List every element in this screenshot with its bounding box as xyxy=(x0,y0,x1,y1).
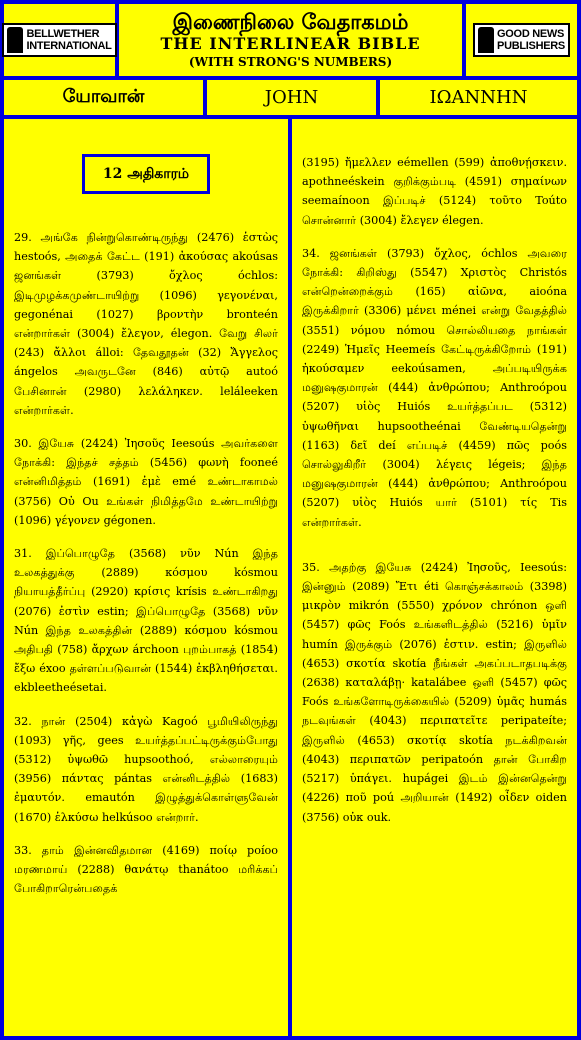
title-block xyxy=(119,4,462,76)
good-news-logo-cell xyxy=(466,4,577,76)
verse-33-end: (3195) ἤμελλεν eémellen (599) ἀποθνῄσκειν. apothneéskein குறிக்கும்படி (4591) σημαίνων seemaínoon இப்படிச் (5124) τοῦτο Toúto சொன்னார் (3004) ἔλεγεν élegen. xyxy=(302,156,567,227)
bellwether-logo xyxy=(2,23,116,57)
title-english: THE INTERLINEAR BIBLE xyxy=(160,34,421,53)
bellwether-logo-line-1: BELLWETHER xyxy=(26,28,100,40)
verse-30: 30. இயேசு (2424) Ἰησοῦς Ieesoús அவர்களை நோக்கி: இந்தச் சத்தம் (5456) φωνὴ fooneé என்னிமித்தம் (1691) ἐμὲ emé உண்டாகாமல் (3756) Οὐ Ou உங்கள் நிமித்தமே உண்டாயிற்று (1096) γέγονεν gégonen. xyxy=(14,437,278,527)
bellwether-logo-cell xyxy=(4,4,115,76)
left-text-column xyxy=(4,119,288,1036)
book-name-greek: ΙΩΑΝΝΗΝ xyxy=(380,80,577,115)
ram-head-icon xyxy=(7,27,23,53)
good-news-logo-line-2: PUBLISHERS xyxy=(497,40,565,52)
book-name-tamil: யோவான் xyxy=(4,80,203,115)
verse-33-start: 33. தாம் இன்னவிதமான (4169) ποίῳ poíoo மரணமாய் (2288) θανάτῳ thanátoo மரிக்கப் போகிறாரென்பதைக் xyxy=(14,843,278,896)
lamb-icon xyxy=(478,27,494,53)
title-subtitle: (WITH STRONG'S NUMBERS) xyxy=(188,55,393,69)
book-name-english: JOHN xyxy=(207,80,376,115)
good-news-logo-line-1: GOOD NEWS xyxy=(497,28,565,40)
verse-34: 34. ஜனங்கள் (3793) ὄχλος, óchlos அவரை நோக்கி: கிறிஸ்து (5547) Χριστὸς Christós என்றென்றைக்கும் (165) αἰῶνα, aioóna இருக்கிறார் (3306) μένει ménei என்று வேதத்தில் (3551) νόμου nómou சொல்லியதை நாங்கள் (2249) Ἡμεῖς Heemeís கேட்டிருக்கிறோம் (191) ἠκούσαμεν eekoúsamen, அப்படியிருக்க மனுஷகுமாரன் (444) ἀνθρώπου; Anthroópou (5207) υἱὸς Huiós உயர்த்தப்பட (5312) ὑψωθῆναι hupsootheénai வேண்டியதென்று (1163) δεῖ deí எப்படிச் (4459) πῶς poós சொல்லுகிறீர் (3004) λέγεις légeis; இந்த மனுஷகுமாரன் (444) ἀνθρώπου; Anthroópou (5207) υἱὸς Huiós யார் (5101) τίς Tis என்றார்கள். xyxy=(302,246,567,529)
title-tamil: இணைநிலை வேதாகமம் xyxy=(172,9,409,34)
verse-29: 29. அங்கே நின்றுகொண்டிருந்து (2476) ἑστὼς hestoós, அதைக் கேட்ட (191) ἀκούσας akoúsas ஜனங்கள் (3793) ὄχλος óchlos: இடிமுழக்கமுண்டாயிற்று (1096) γεγονέναι, gegonénai (1027) βροντὴν bronteén என்றார்கள் (3004) ἔλεγον, élegon. வேறு சிலர் (243) ἄλλοι álloi: தேவதூதன் (32) Ἄγγελος ángelos அவருடனே (846) αὐτῷ autoó பேசினான் (2980) λελάληκεν. leláleeken என்றார்கள். xyxy=(14,231,278,417)
verse-35: 35. அதற்கு இயேசு (2424) Ἰησοῦς, Ieesoús: இன்னும் (2089) Ἔτι éti கொஞ்சக்காலம் (3398) μικρὸν mikrón (5550) χρόνον chrónon ஒளி (5457) φῶς Foós உங்களிடத்தில் (5216) ὑμῖν humín இருக்கும் (2076) ἐστιν. estin; இருளில் (4653) σκοτία skotía நீங்கள் அகப்படாதபடிக்கு (2638) καταλάβῃ· katalábee ஒளி (5457) φῶς Foós உங்களோடிருக்கையில் (5209) ὑμᾶς humás நடவுங்கள் (4043) περιπατεῖτε peripateíte; இருளில் (4653) σκοτίᾳ skotía நடக்கிறவன் (4043) περιπατῶν peripatoón தான் போகிற (5217) ὑπάγει. hupágei இடம் இன்னதென்று (4226) ποῦ poú அறியான் (1492) οἶδεν oiden (3756) οὐκ ouk. xyxy=(302,560,567,824)
chapter-label: 12 அதிகாரம் xyxy=(82,154,210,194)
verse-31: 31. இப்பொழுதே (3568) νῦν Nún இந்த உலகத்துக்கு (2889) κόσμου kósmou நியாயத்தீர்ப்பு (2920) κρίσις krísis உண்டாகிறது (2076) ἐστὶν estin; இப்பொழுதே (3568) νῦν Nún இந்த உலகத்தின் (2889) κόσμου kósmou அதிபதி (758) ἄρχων árchoon புறம்பாகத் (1854) ἔξω éxoo தள்ளப்படுவான் (1544) ἐκβληθήσεται. ekbleetheésetai. xyxy=(14,547,278,695)
bellwether-logo-line-2: INTERNATIONAL xyxy=(26,40,112,52)
good-news-logo xyxy=(473,23,570,57)
right-text-column xyxy=(292,119,577,1036)
verse-32: 32. நான் (2504) κἀγὼ Kagoó பூமியிலிருந்து (1093) γῆς, gees உயர்த்தப்பட்டிருக்கும்போது (5312) ὑψωθῶ hupsoothoó, எல்லாரையும் (3956) πάντας pántas என்னிடத்தில் (1683) ἐμαυτόν. emautón இழுத்துக்கொள்ளுவேன் (1670) ἑλκύσω helkúsoo என்றார். xyxy=(14,714,278,824)
